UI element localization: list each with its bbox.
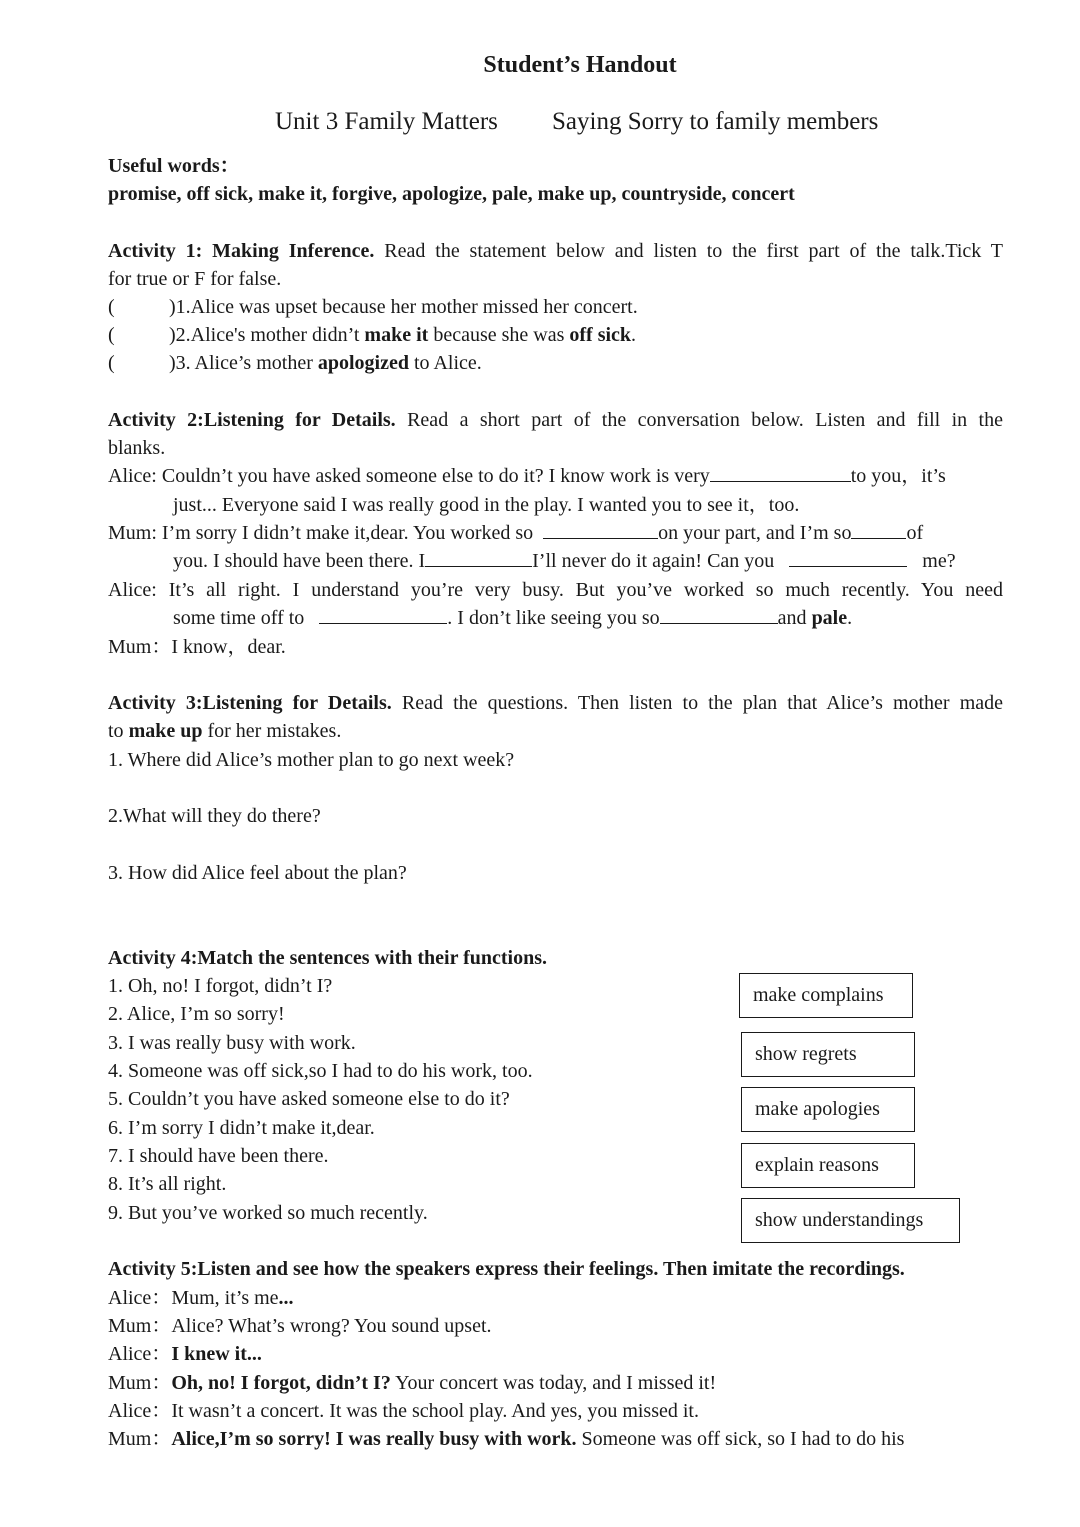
answer-paren: (: [108, 296, 115, 318]
tf-item-2: ( )2.Alice's mother didn’t make it because she was off sick.: [108, 324, 637, 346]
script-line: Alice：Mum, it’s me...: [108, 1287, 294, 1309]
fill-blank[interactable]: [543, 520, 658, 539]
fill-blank[interactable]: [710, 463, 851, 482]
question: 2.What will they do there?: [108, 805, 321, 827]
activity1-heading: [108, 237, 1003, 265]
activity2-heading: [108, 406, 1003, 434]
page-title: Student’s Handout: [483, 52, 677, 78]
dialogue-line: you. I should have been there. I I’ll never do it again! Can you me?: [173, 550, 956, 572]
match-sentence: 8. It’s all right.: [108, 1173, 227, 1195]
activity3-instruction: Read the questions. Then listen to the plan that Alice’s mother made: [401, 692, 1004, 714]
match-sentence: 7. I should have been there.: [108, 1145, 329, 1167]
function-box[interactable]: show regrets: [741, 1032, 915, 1077]
question: 1. Where did Alice’s mother plan to go next week?: [108, 749, 515, 771]
dialogue-line: some time off to . I don’t like seeing you so and pale.: [173, 607, 853, 629]
script-line: Alice：I knew it...: [108, 1343, 262, 1365]
activity3-title: Activity 3:Listening for Details.: [108, 692, 392, 714]
script-line: Mum：Alice? What’s wrong? You sound upset.: [108, 1315, 492, 1337]
activity2-instruction: Read a short part of the conversation below. Listen and fill in the: [407, 409, 1003, 431]
match-sentence: 2. Alice, I’m so sorry!: [108, 1003, 285, 1025]
activity2-instruction-cont: blanks.: [108, 437, 166, 459]
activity3-instruction-cont: to make up for her mistakes.: [108, 720, 342, 742]
match-sentence: 4. Someone was off sick,so I had to do his work, too.: [108, 1060, 533, 1082]
dialogue-line: Mum: I’m sorry I didn’t make it,dear. You worked so on your part, and I’m so of: [108, 522, 924, 544]
dialogue-line: Alice: It’s all right. I understand you’re very busy. But you’ve worked so much recently. You need: [108, 579, 1003, 601]
script-line: Alice：It wasn’t a concert. It was the school play. And yes, you missed it.: [108, 1400, 699, 1422]
useful-words-label: Useful words：: [108, 155, 240, 177]
dialogue-line: Mum：I know，dear.: [108, 636, 286, 658]
fill-blank[interactable]: [319, 605, 447, 624]
script-line: Mum：Alice,I’m so sorry! I was really busy with work. Someone was off sick, so I had to do his: [108, 1428, 905, 1450]
match-sentence: 6. I’m sorry I didn’t make it,dear.: [108, 1117, 375, 1139]
activity3-heading: [108, 689, 1003, 717]
question: 3. How did Alice feel about the plan?: [108, 862, 407, 884]
activity1-title: Activity 1: Making Inference.: [108, 240, 375, 262]
tf-item-3: ( )3. Alice’s mother apologized to Alice.: [108, 352, 482, 374]
topic-title: Saying Sorry to family members: [552, 108, 879, 135]
match-sentence: 9. But you’ve worked so much recently.: [108, 1202, 428, 1224]
fill-blank[interactable]: [851, 520, 906, 539]
activity5-title: Activity 5:Listen and see how the speakers express their feelings. Then imitate the recordings.: [108, 1258, 905, 1280]
function-box[interactable]: make apologies: [741, 1087, 915, 1132]
unit-title: Unit 3 Family Matters: [275, 108, 498, 135]
activity4-title: Activity 4:Match the sentences with their functions.: [108, 947, 548, 969]
function-box[interactable]: explain reasons: [741, 1143, 915, 1188]
match-sentence: 1. Oh, no! I forgot, didn’t I?: [108, 975, 333, 997]
function-box[interactable]: show understandings: [741, 1198, 960, 1243]
tf-item-1: ( )1.Alice was upset because her mother missed her concert.: [108, 296, 638, 318]
script-line: Mum：Oh, no! I forgot, didn’t I? Your concert was today, and I missed it!: [108, 1372, 717, 1394]
answer-paren: (: [108, 352, 115, 374]
fill-blank[interactable]: [425, 548, 532, 567]
fill-blank[interactable]: [789, 548, 907, 567]
match-sentence: 5. Couldn’t you have asked someone else to do it?: [108, 1088, 510, 1110]
dialogue-line: Alice: Couldn’t you have asked someone else to do it? I know work is very to you，it’s: [108, 465, 946, 487]
useful-words-list: promise, off sick, make it, forgive, apologize, pale, make up, countryside, concert: [108, 183, 795, 205]
activity1-instruction-cont: for true or F for false.: [108, 268, 282, 290]
answer-paren: (: [108, 324, 115, 346]
activity2-title: Activity 2:Listening for Details.: [108, 409, 396, 431]
dialogue-line: just... Everyone said I was really good in the play. I wanted you to see it，too.: [173, 494, 800, 516]
function-box[interactable]: make complains: [739, 973, 913, 1018]
match-sentence: 3. I was really busy with work.: [108, 1032, 356, 1054]
fill-blank[interactable]: [660, 605, 778, 624]
activity1-instruction: Read the statement below and listen to the first part of the talk.Tick T: [384, 240, 1004, 262]
